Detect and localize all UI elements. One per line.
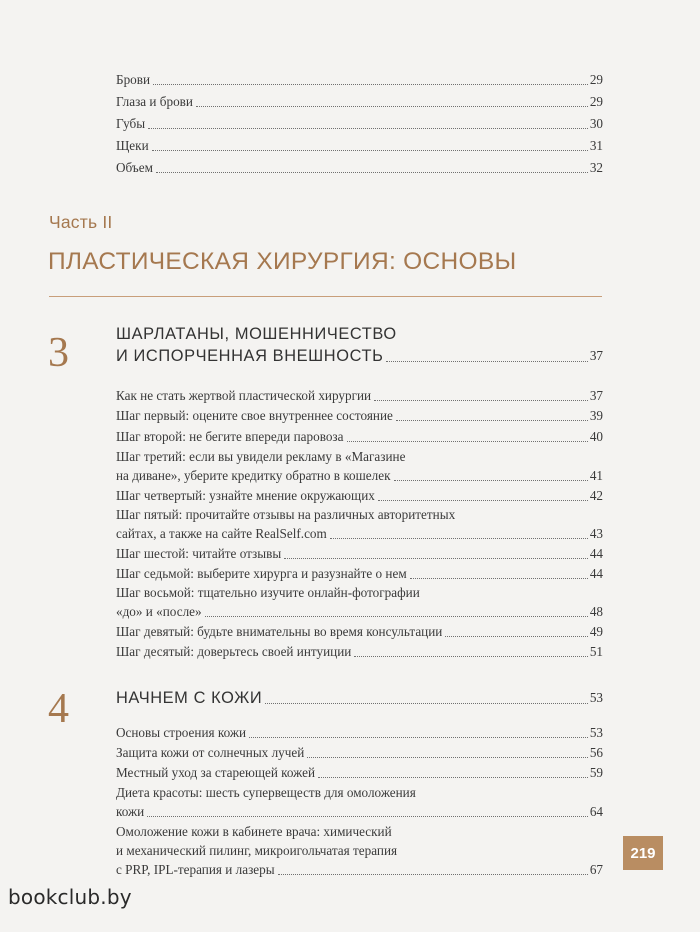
toc-entry: Шаг шестой: читайте отзывы 44 <box>116 546 603 561</box>
chapter-title: ШАРЛАТАНЫ, МОШЕННИЧЕСТВО И ИСПОРЧЕННАЯ ВНЕШНОСТЬ 37 <box>116 325 603 365</box>
toc-entry: Губы 30 <box>116 116 603 131</box>
toc-entry: «до» и «после» 48 <box>116 604 603 619</box>
chapter-number: 4 <box>48 686 69 732</box>
toc-entry: Как не стать жертвой пластической хирургии 37 <box>116 388 603 403</box>
toc-entry: Объем 32 <box>116 160 603 175</box>
toc-entry: Шаг первый: оцените свое внутреннее состояние 39 <box>116 408 603 423</box>
toc-entry-line: и механический пилинг, микроигольчатая терапия <box>116 843 398 858</box>
toc-entry: Шаг десятый: доверьтесь своей интуиции 51 <box>116 644 603 659</box>
toc-entry-line: Шаг третий: если вы увидели рекламу в «Магазине <box>116 449 406 464</box>
toc-entry: Глаза и брови 29 <box>116 94 603 109</box>
toc-entry: Брови 29 <box>116 72 603 87</box>
toc-entry: на диване», уберите кредитку обратно в кошелек 41 <box>116 468 603 483</box>
toc-entry: Шаг второй: не бегите впереди паровоза 40 <box>116 429 603 444</box>
toc-entry: с PRP, IPL-терапия и лазеры 67 <box>116 862 603 877</box>
toc-entry: Щеки 31 <box>116 138 603 153</box>
part-divider <box>49 296 602 297</box>
toc-entry: кожи 64 <box>116 804 603 819</box>
toc-entry: Защита кожи от солнечных лучей 56 <box>116 745 603 760</box>
toc-entry-line: Шаг пятый: прочитайте отзывы на различных авторитетных <box>116 507 456 522</box>
watermark-text: bookclub.by <box>8 885 132 909</box>
toc-entry: Шаг четвертый: узнайте мнение окружающих 42 <box>116 488 603 503</box>
part-title: ПЛАСТИЧЕСКАЯ ХИРУРГИЯ: ОСНОВЫ <box>48 248 517 275</box>
toc-entry-line: Диета красоты: шесть супервеществ для омоложения <box>116 785 416 800</box>
page-number-badge: 219 <box>623 836 663 870</box>
chapter-title: НАЧНЕМ С КОЖИ 53 <box>116 689 603 707</box>
toc-entry: Местный уход за стареющей кожей 59 <box>116 765 603 780</box>
toc-entry: Шаг седьмой: выберите хирурга и разузнайте о нем 44 <box>116 566 603 581</box>
part-label: Часть II <box>49 212 113 232</box>
toc-entry: Шаг девятый: будьте внимательны во время консультации 49 <box>116 624 603 639</box>
chapter-number: 3 <box>48 330 69 376</box>
toc-entry: сайтах, а также на сайте RealSelf.com 43 <box>116 526 603 541</box>
toc-entry-line: Омоложение кожи в кабинете врача: химический <box>116 824 392 839</box>
toc-entry-line: Шаг восьмой: тщательно изучите онлайн-фотографии <box>116 585 420 600</box>
toc-entry: Основы строения кожи 53 <box>116 725 603 740</box>
